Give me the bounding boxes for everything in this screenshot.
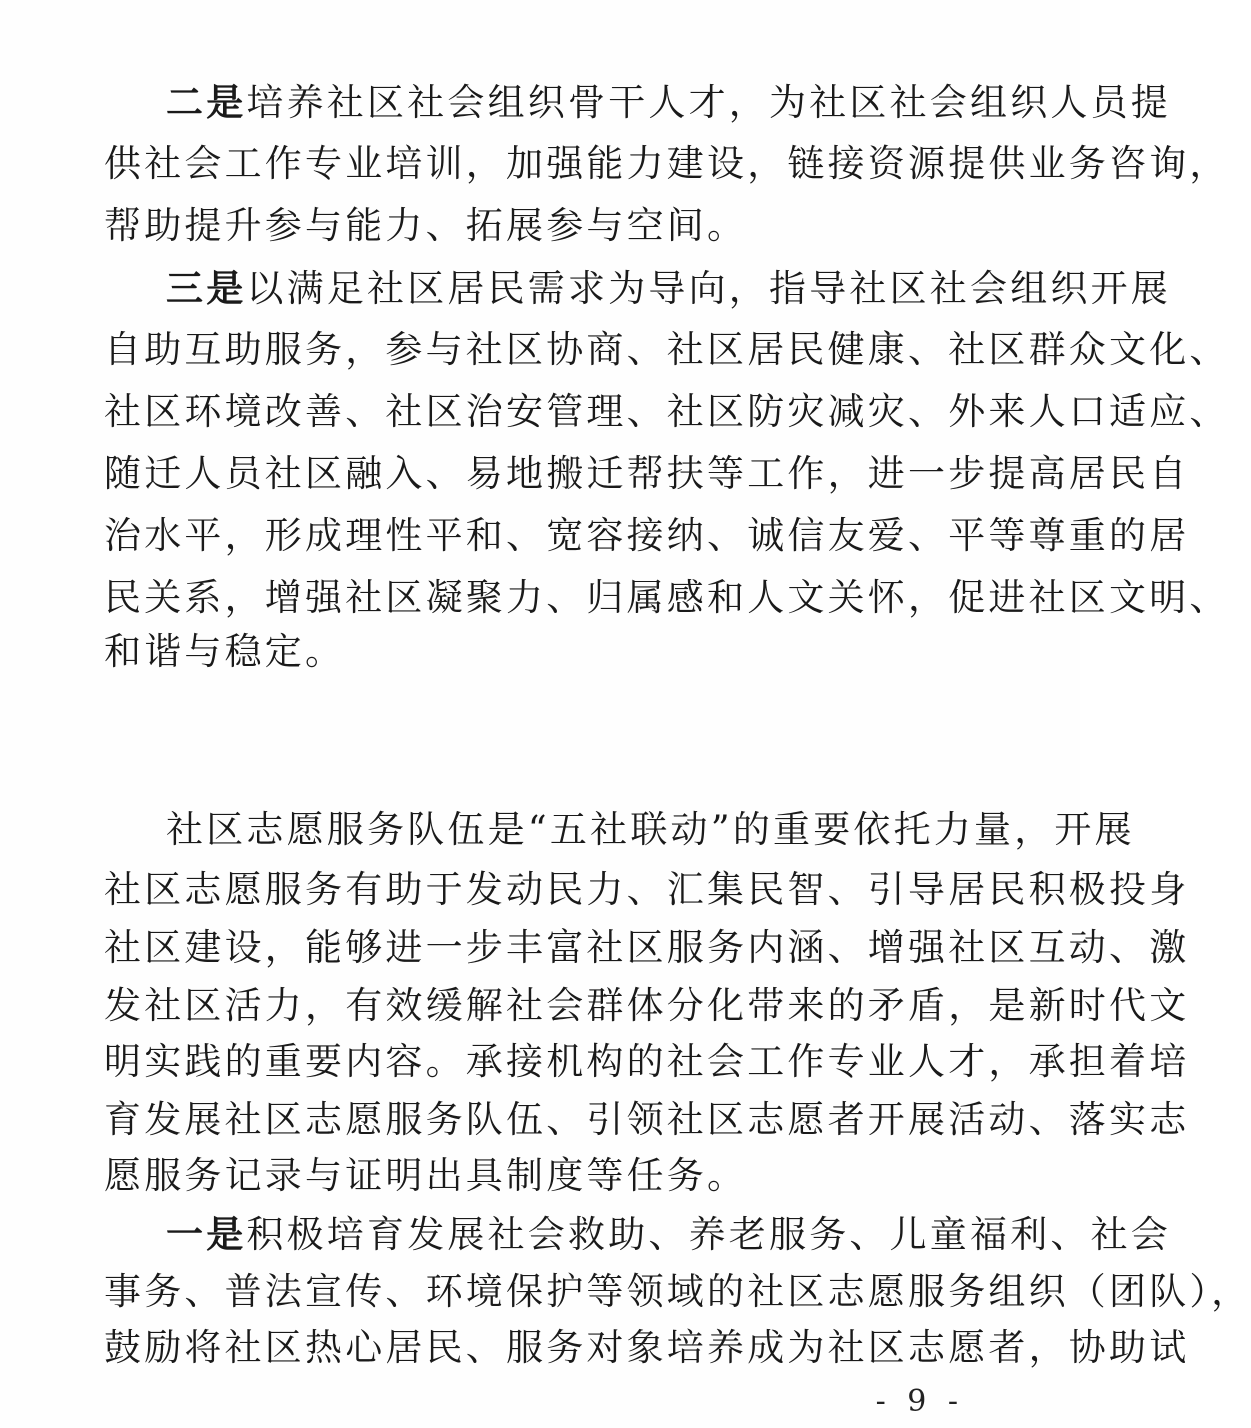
- paragraph-lead: 二是: [166, 80, 247, 124]
- paragraph-line: [166, 1212, 1172, 1256]
- paragraph-lead: 三是: [166, 266, 247, 310]
- paragraph-text: 积极培育发展社会救助、养老服务、儿童福利、社会: [246, 1213, 1172, 1256]
- paragraph-line: 社区志愿服务队伍是“五社联动”的重要依托力量，开展: [166, 808, 1135, 851]
- paragraph-line: 事务、普法宣传、环境保护等领域的社区志愿服务组织（团队），: [104, 1270, 1251, 1313]
- section-heading: [104, 748, 984, 792]
- paragraph-lead: 一是: [166, 1212, 247, 1256]
- paragraph-text: 以满足社区居民需求为导向，指导社区社会组织开展: [246, 267, 1172, 310]
- paragraph-line: 社区环境改善、社区治安管理、社区防灾减灾、外来人口适应、: [104, 390, 1230, 433]
- page-number: - 9 -: [875, 1384, 964, 1419]
- paragraph-line: [166, 266, 1172, 310]
- paragraph-line: 治水平，形成理性平和、宽容接纳、诚信友爱、平等尊重的居: [104, 514, 1190, 557]
- paragraph-line: 和谐与稳定。: [104, 630, 346, 673]
- paragraph-line: 鼓励将社区热心居民、服务对象培养成为社区志愿者，协助试: [104, 1326, 1190, 1369]
- paragraph-line: 明实践的重要内容。承接机构的社会工作专业人才，承担着培: [104, 1040, 1190, 1083]
- paragraph-line: 随迁人员社区融入、易地搬迁帮扶等工作，进一步提高居民自: [104, 452, 1190, 495]
- section-heading: [166, 690, 984, 734]
- paragraph-line: 帮助提升参与能力、拓展参与空间。: [104, 204, 748, 247]
- paragraph-line: 社区建设，能够进一步丰富社区服务内涵、增强社区互动、激: [104, 926, 1190, 969]
- paragraph-line: [166, 80, 1172, 124]
- paragraph-line: 社区志愿服务有助于发动民力、汇集民智、引导居民积极投身: [104, 868, 1190, 911]
- paragraph-line: 供社会工作专业培训，加强能力建设，链接资源提供业务咨询，: [104, 142, 1230, 185]
- paragraph-line: 育发展社区志愿服务队伍、引领社区志愿者开展活动、落实志: [104, 1098, 1190, 1141]
- paragraph-text: 培养社区社会组织骨干人才，为社区社会组织人员提: [246, 81, 1172, 124]
- paragraph-line: 愿服务记录与证明出具制度等任务。: [104, 1154, 748, 1197]
- paragraph-line: 发社区活力，有效缓解社会群体分化带来的矛盾，是新时代文: [104, 984, 1190, 1027]
- paragraph-line: 民关系，增强社区凝聚力、归属感和人文关怀，促进社区文明、: [104, 576, 1230, 619]
- paragraph-line: 自助互助服务，参与社区协商、社区居民健康、社区群众文化、: [104, 328, 1230, 371]
